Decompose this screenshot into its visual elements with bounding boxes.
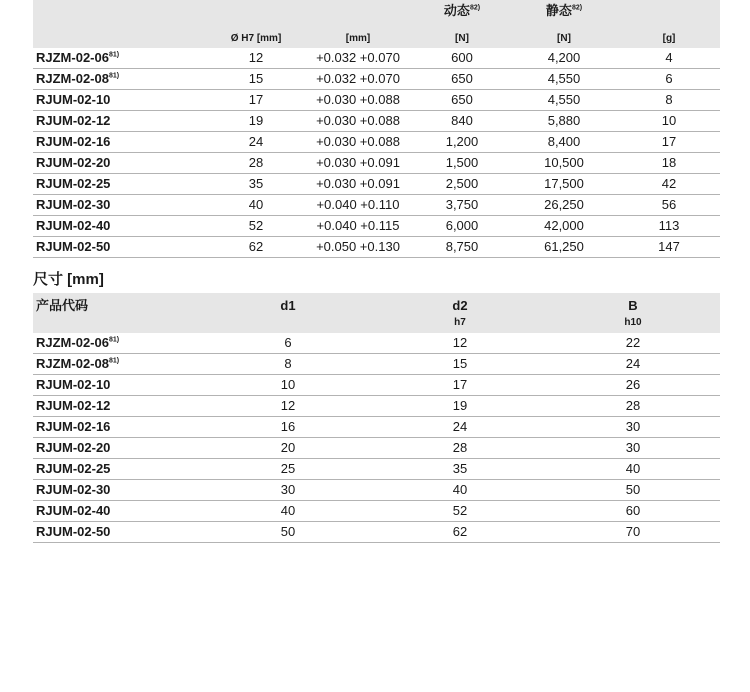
product-code-text: RJUM-02-20 [36, 440, 111, 455]
cell-fmax-static: 4,200 [547, 50, 581, 65]
cell-d1: 30 [280, 482, 296, 497]
table-row [33, 195, 720, 216]
product-code-text: RJUM-02-16 [36, 419, 111, 434]
cell-product-code [36, 503, 110, 519]
cell-fmax-static: 8,400 [547, 134, 581, 149]
cell-tolerance: +0.030 +0.088 [316, 134, 400, 149]
cell-d2: 19 [452, 398, 468, 413]
cell-bore: 35 [248, 176, 264, 191]
table-row [33, 237, 720, 258]
cell-fmax-dynamic: 840 [451, 113, 473, 128]
cell-tolerance: +0.050 +0.130 [316, 239, 400, 254]
header-code: 产品代码 [36, 298, 89, 313]
cell-fmax-dynamic: 8,750 [445, 239, 479, 254]
header-fmax-static: 静态$^{82)}$ [535, 0, 593, 19]
cell-d1: 50 [280, 524, 296, 539]
cell-weight: 147 [658, 239, 680, 254]
cell-weight: 113 [658, 218, 680, 233]
product-code-text: RJUM-02-25 [36, 176, 111, 191]
product-code-text: RJUM-02-10 [36, 92, 111, 107]
table-row [33, 216, 720, 237]
table-row [33, 354, 720, 375]
header-fmax-static-line1 [543, 0, 584, 1]
cell-bore: 62 [248, 239, 264, 254]
cell-product-code [36, 176, 110, 192]
load-data-table [33, 0, 720, 258]
cell-weight: 42 [661, 176, 677, 191]
cell-bore: 24 [248, 134, 264, 149]
cell-product-code [36, 239, 110, 255]
cell-product-code [36, 197, 110, 213]
footnote-marker: 81) [108, 72, 120, 80]
cell-d2: 62 [452, 524, 468, 539]
product-code-text: RJZM-02-06 [36, 50, 109, 65]
table-row [33, 132, 720, 153]
cell-product-code [36, 92, 110, 108]
product-code-text: RJUM-02-20 [36, 155, 111, 170]
table-row [33, 438, 720, 459]
product-code-text: RJZM-02-06 [36, 335, 109, 350]
cell-fmax-dynamic: 600 [451, 50, 473, 65]
cell-d1: 20 [280, 440, 296, 455]
cell-tolerance: +0.030 +0.091 [316, 155, 400, 170]
cell-d1: 8 [284, 356, 292, 371]
table-row [33, 480, 720, 501]
cell-tolerance: +0.032 +0.070 [316, 71, 400, 86]
cell-bore: 28 [248, 155, 264, 170]
cell-product-code [36, 524, 110, 540]
header-code [36, 0, 88, 2]
cell-bore: 12 [248, 50, 264, 65]
load-table-body [33, 48, 720, 258]
cell-fmax-dynamic: 650 [451, 92, 473, 107]
header-fmax-dynamic-line2: 动态 [443, 3, 470, 18]
unit-tolerance: [mm] [345, 33, 371, 44]
cell-b: 50 [625, 482, 641, 497]
cell-bore: 40 [248, 197, 264, 212]
cell-product-code [36, 419, 110, 435]
product-code-text: RJUM-02-12 [36, 113, 111, 128]
cell-product-code [36, 335, 119, 351]
cell-fmax-static: 26,250 [544, 197, 584, 212]
header-b: B [628, 298, 638, 313]
unit-b: h10 [624, 317, 642, 328]
cell-b: 40 [625, 461, 641, 476]
unit-weight: [g] [662, 33, 676, 44]
cell-tolerance: +0.040 +0.110 [316, 197, 400, 212]
cell-product-code [36, 398, 110, 414]
unit-bore: Ø H7 [mm] [230, 33, 282, 44]
cell-fmax-dynamic: 650 [451, 71, 473, 86]
cell-weight: 17 [661, 134, 677, 149]
product-code-text: RJUM-02-50 [36, 524, 111, 539]
cell-product-code [36, 113, 110, 129]
cell-weight: 56 [661, 197, 677, 212]
footnote-marker: 81) [108, 51, 120, 59]
cell-d2: 40 [452, 482, 468, 497]
product-code-text: RJUM-02-50 [36, 239, 111, 254]
product-code-text: RJUM-02-10 [36, 377, 111, 392]
cell-d1: 40 [280, 503, 296, 518]
cell-fmax-dynamic: 3,750 [445, 197, 479, 212]
table-row [33, 111, 720, 132]
cell-fmax-dynamic: 6,000 [445, 218, 479, 233]
product-code-text: RJUM-02-30 [36, 197, 111, 212]
table-row [33, 69, 720, 90]
cell-tolerance: +0.040 +0.115 [316, 218, 400, 233]
unit-fmax-static: [N] [557, 33, 571, 44]
table-row [33, 174, 720, 195]
cell-b: 60 [625, 503, 641, 518]
cell-fmax-static: 4,550 [547, 71, 581, 86]
cell-d2: 15 [452, 356, 468, 371]
cell-d2: 35 [452, 461, 468, 476]
header-bore [221, 0, 291, 2]
cell-fmax-dynamic: 1,200 [445, 134, 479, 149]
cell-b: 28 [625, 398, 641, 413]
header-d1: d1 [280, 298, 296, 313]
cell-bore: 17 [248, 92, 264, 107]
load-table-header [33, 0, 720, 48]
cell-fmax-static: 42,000 [544, 218, 584, 233]
cell-tolerance: +0.030 +0.091 [316, 176, 400, 191]
product-code-text: RJZM-02-08 [36, 71, 109, 86]
dimensions-table [33, 293, 720, 543]
table-row [33, 522, 720, 543]
footnote-marker: 81) [108, 336, 120, 344]
cell-tolerance: +0.032 +0.070 [316, 50, 400, 65]
cell-d1: 6 [284, 335, 292, 350]
cell-b: 26 [625, 377, 641, 392]
unit-d2: h7 [454, 317, 466, 328]
unit-fmax-dynamic: [N] [455, 33, 469, 44]
cell-product-code [36, 461, 110, 477]
cell-product-code [36, 155, 110, 171]
cell-d2: 17 [452, 377, 468, 392]
product-code-text: RJUM-02-40 [36, 218, 111, 233]
cell-fmax-static: 61,250 [544, 239, 584, 254]
cell-b: 22 [625, 335, 641, 350]
cell-product-code [36, 377, 110, 393]
cell-weight: 4 [665, 50, 673, 65]
cell-fmax-static: 17,500 [544, 176, 584, 191]
product-code-text: RJUM-02-30 [36, 482, 111, 497]
cell-product-code [36, 482, 110, 498]
table-row [33, 153, 720, 174]
table-row [33, 333, 720, 354]
product-code-text: RJUM-02-12 [36, 398, 111, 413]
table-row [33, 90, 720, 111]
table-row [33, 48, 720, 69]
cell-b: 24 [625, 356, 641, 371]
product-code-text: RJUM-02-16 [36, 134, 111, 149]
cell-b: 70 [625, 524, 641, 539]
product-code-text: RJUM-02-25 [36, 461, 111, 476]
cell-fmax-static: 4,550 [547, 92, 581, 107]
cell-weight: 8 [665, 92, 673, 107]
cell-product-code [36, 218, 110, 234]
table-row [33, 375, 720, 396]
cell-d2: 28 [452, 440, 468, 455]
dimensions-section-title: 尺寸 [mm] [33, 271, 104, 288]
header-tolerance [308, 0, 408, 2]
cell-weight: 6 [665, 71, 673, 86]
product-code-text: RJZM-02-08 [36, 356, 109, 371]
cell-d2: 52 [452, 503, 468, 518]
cell-fmax-dynamic: 1,500 [445, 155, 479, 170]
header-fmax-dynamic-line1 [441, 0, 482, 1]
cell-tolerance: +0.030 +0.088 [316, 113, 400, 128]
table-row [33, 459, 720, 480]
header-fmax-static-line2: 静态 [545, 3, 572, 18]
cell-d2: 24 [452, 419, 468, 434]
cell-d1: 12 [280, 398, 296, 413]
cell-tolerance: +0.030 +0.088 [316, 92, 400, 107]
cell-b: 30 [625, 419, 641, 434]
cell-weight: 10 [661, 113, 677, 128]
dimensions-table-header [33, 293, 720, 333]
cell-bore: 52 [248, 218, 264, 233]
cell-product-code [36, 356, 119, 372]
cell-fmax-dynamic: 2,500 [445, 176, 479, 191]
footnote-marker: 81) [108, 357, 120, 365]
cell-d1: 10 [280, 377, 296, 392]
dimensions-table-body [33, 333, 720, 543]
table-row [33, 396, 720, 417]
cell-d1: 16 [280, 419, 296, 434]
cell-weight: 18 [661, 155, 677, 170]
cell-b: 30 [625, 440, 641, 455]
header-d2: d2 [452, 298, 468, 313]
cell-bore: 15 [248, 71, 264, 86]
cell-product-code [36, 50, 119, 66]
cell-product-code [36, 134, 110, 150]
cell-d1: 25 [280, 461, 296, 476]
cell-d2: 12 [452, 335, 468, 350]
product-code-text: RJUM-02-40 [36, 503, 111, 518]
table-row [33, 501, 720, 522]
cell-bore: 19 [248, 113, 264, 128]
header-fmax-dynamic: 动态$^{82)}$ [433, 0, 491, 19]
cell-fmax-static: 5,880 [547, 113, 581, 128]
table-row [33, 417, 720, 438]
cell-product-code [36, 71, 119, 87]
cell-fmax-static: 10,500 [544, 155, 584, 170]
cell-product-code [36, 440, 110, 456]
header-weight [643, 0, 693, 2]
